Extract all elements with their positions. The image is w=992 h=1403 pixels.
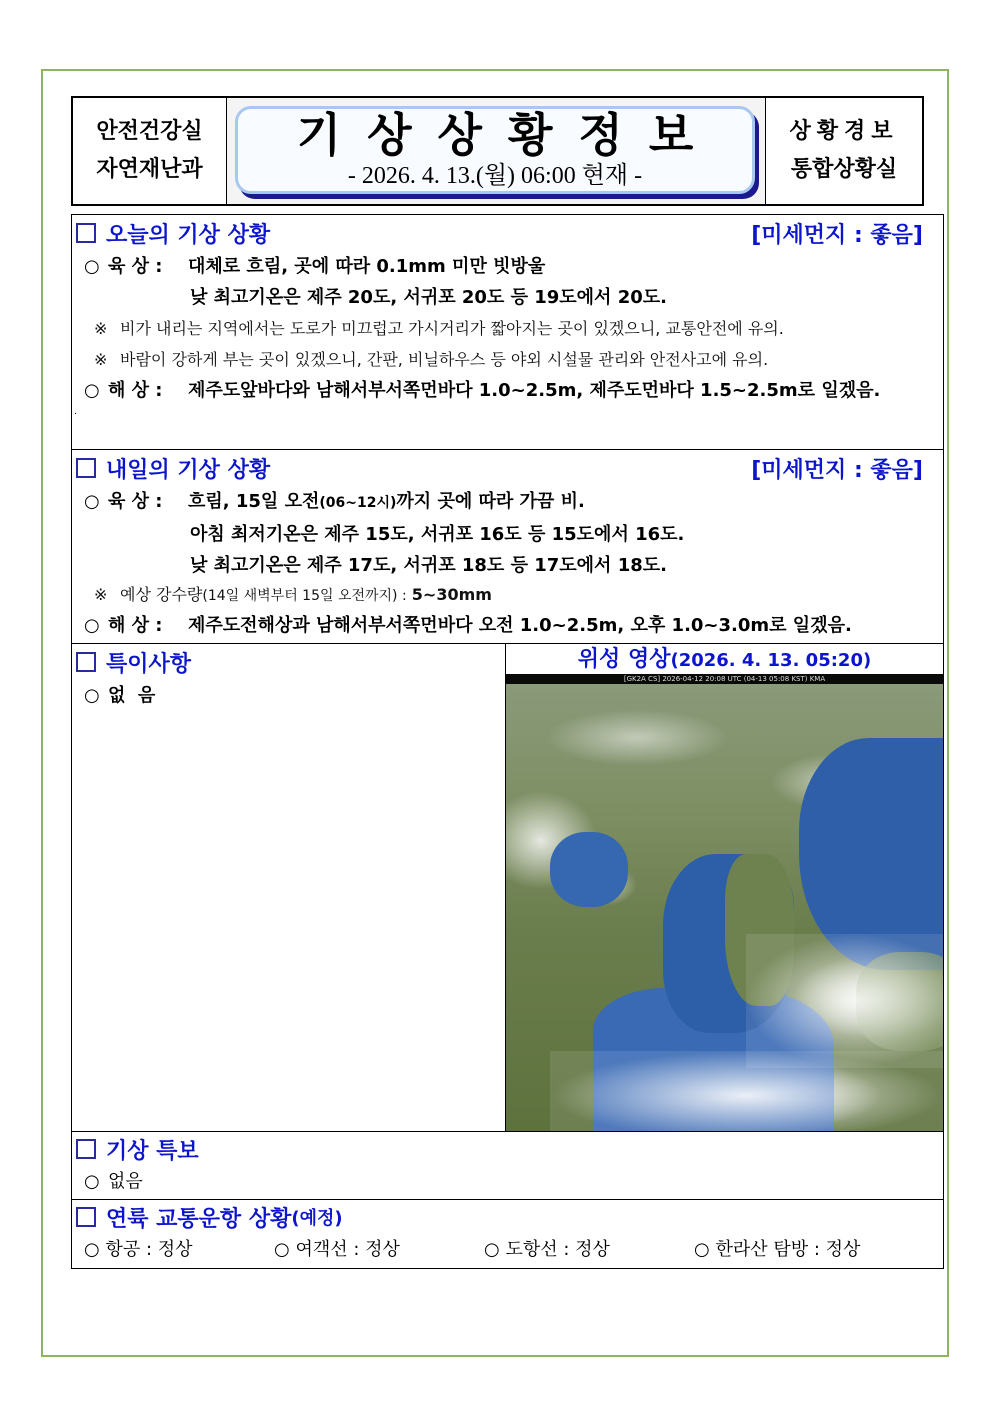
title-area [227,98,765,204]
section-transport [72,1200,943,1268]
satellite-title-text: 위성 영상 [577,647,671,672]
checkbox-icon [76,458,96,478]
land-line-1-time: (06~12시) [319,495,397,511]
land-line-1-b: 까지 곳에 따라 가끔 비. [396,491,585,512]
section-special-satellite [72,644,943,1132]
satellite-date: (2026. 4. 13. 05:20) [670,650,872,671]
issuer-label [765,98,922,204]
section-title-note: (예정) [291,1208,343,1229]
issuer-line-2: 통합상황실 [790,157,898,182]
satellite-panel [506,644,943,1131]
transport-hallasan [694,1234,860,1266]
department-line-1: 안전건강실 [96,119,203,144]
circle-bullet-icon: ○ [84,256,100,277]
land-forecast [72,486,943,519]
report-datetime: - 2026. 4. 13.(월) 06:00 현재 - [347,163,643,189]
satellite-caption: [GK2A CS] 2026-04-12 20:08 UTC (04-13 05:08 KST) KMA [506,674,943,684]
land-line-2: 아침 최저기온은 제주 15도, 서귀포 16도 등 15도에서 16도. [190,524,685,545]
section-title: 특이사항 [106,651,192,677]
note-2 [72,344,943,375]
note-1 [72,313,943,344]
transport-label: 도항선 : 정상 [505,1239,610,1260]
section-title: 내일의 기상 상황 [106,457,271,483]
sea-forecast [72,610,943,641]
report-header [71,96,924,206]
note-mark-icon: ※ [94,585,108,604]
title-box [235,106,755,194]
section-tomorrow [72,450,943,644]
section-title: 연륙 교통운항 상황 [106,1206,292,1232]
checkbox-icon [76,652,96,672]
rain-amount: 5~30mm [411,585,492,604]
transport-label: 여객선 : 정상 [295,1239,400,1260]
transport-island-ferry [484,1234,694,1266]
land-line-3: 낮 최고기온은 제주 17도, 서귀포 18도 등 17도에서 18도. [190,555,667,576]
sea-line: 제주도앞바다와 남해서부서쪽먼바다 1.0~2.5m, 제주도먼바다 1.5~2.5m로 일겠음. [188,380,881,401]
circle-bullet-icon: ○ [274,1239,290,1260]
sea-label: 해 상 : [108,615,163,636]
issuer-line-1: 상황경보 [789,119,899,144]
sea-line: 제주도전해상과 남해서부서쪽먼바다 오전 1.0~2.5m, 오후 1.0~3.0m로 일겠음. [188,615,852,636]
report-body [71,214,944,1269]
transport-ferry [274,1234,484,1266]
note-mark-icon: ※ [94,350,108,369]
circle-bullet-icon: ○ [84,380,100,401]
transport-label: 항공 : 정상 [105,1239,193,1260]
checkbox-icon [76,223,96,243]
rain-note-period: (14일 새벽부터 15일 오전까지) : [202,588,407,604]
rain-note-label: 예상 강수량 [120,585,203,604]
land-line-1: 대체로 흐림, 곳에 따라 0.1mm 미만 빗방울 [188,256,546,277]
section-title: 기상 특보 [106,1138,199,1164]
department-label [73,98,227,204]
department-line-2: 자연재난과 [96,157,203,182]
circle-bullet-icon: ○ [84,1239,100,1260]
section-today [72,215,943,450]
land-forecast [72,251,943,282]
fine-dust-status: [미세먼지 : 좋음] [751,222,923,248]
rain-note [72,581,943,610]
note-mark-icon: ※ [94,319,108,338]
note-text: 비가 내리는 지역에서는 도로가 미끄럽고 가시거리가 짧아지는 곳이 있겠으니, 교통안전에 유의. [120,319,784,338]
land-label: 육 상 : [108,491,163,512]
circle-bullet-icon: ○ [84,491,100,512]
note-text: 바람이 강하게 부는 곳이 있겠으니, 간판, 비닐하우스 등 야외 시설물 관리와 안전사고에 유의. [120,350,769,369]
circle-bullet-icon: ○ [84,615,100,636]
circle-bullet-icon: ○ [84,1171,100,1192]
checkbox-icon [76,1139,96,1159]
warning-text: 없음 [108,1171,143,1192]
transport-air [84,1234,274,1266]
sea-label: 해 상 : [108,380,163,401]
transport-label: 한라산 탐방 : 정상 [715,1239,861,1260]
special-notes [72,644,506,1131]
land-line-1-a: 흐림, 15일 오전 [188,491,320,512]
fine-dust-status: [미세먼지 : 좋음] [751,457,923,483]
special-text: 없 음 [108,685,156,706]
checkbox-icon [76,1207,96,1227]
circle-bullet-icon: ○ [84,685,100,706]
land-label: 육 상 : [108,256,163,277]
special-value [72,680,505,711]
satellite-title [506,644,943,674]
report-title: 기상상황정보 [296,108,720,162]
land-line-2: 낮 최고기온은 제주 20도, 서귀포 20도 등 19도에서 20도. [190,287,667,308]
satellite-image [506,684,943,1131]
transport-status-row [72,1234,943,1266]
circle-bullet-icon: ○ [484,1239,500,1260]
section-weather-warning [72,1132,943,1200]
warning-value [72,1166,943,1197]
section-title: 오늘의 기상 상황 [106,222,271,248]
circle-bullet-icon: ○ [694,1239,710,1260]
trailing-mark: . [74,406,78,417]
sea-forecast [72,375,943,406]
